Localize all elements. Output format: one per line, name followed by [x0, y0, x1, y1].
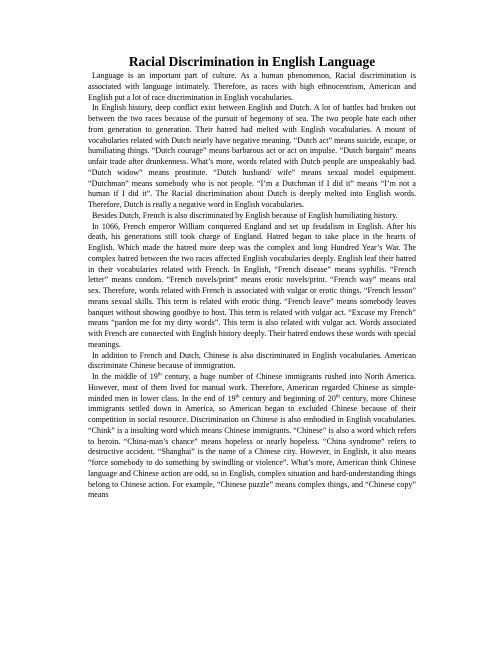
ordinal-suffix: th	[235, 393, 240, 399]
paragraph: In addition to French and Dutch, Chinese is also discriminated in English vocabularies. American discriminate Chinese because of immigration.	[88, 350, 416, 371]
ordinal-suffix: th	[335, 393, 340, 399]
paragraph: In the middle of 19th century, a huge number of Chinese immigrants rushed into North America. However, most of them lived for manual work. Therefore, American regarded Chinese as simple-minded men in lower class. In the end of 19th century and beginning of 20th century, more Chinese immigrants settled down in America, so American began to excluded Chinese because of their competition in social resource. Discrimination on Chinese is also embodied in English vocabularies. “Chink” is a insulting word which means Chinese immigrants. “Chinese” is also a word which refers to heroin. “China-man’s chance” means hopeless or nearly hopeless. “China syndrome” refers to destructive accident. “Shanghai” is the name of a Chinese city. However, in English, it also means “force somebody to do something by swindling or violence”. What’s more, American think Chinese language and Chinese action are odd, so in English, complex situation and hard-understanding things belong to Chinese action. For example, “Chinese puzzle” means complex things, and “Chinese copy” means	[88, 372, 416, 500]
document-title: Racial Discrimination in English Language	[128, 54, 376, 69]
paragraph: In 1066, French emperor William conquered England and set up feudalism in English. After his death, his generations still took charge of England. Hatred began to take place in the hearts of English. Which made the hatred more deep was the complex and long Hundred Year’s War. The complex hatred between the two races affected English vocabularies deeply. English leaf their hatred in their vocabularies related with French. In English, “French disease” means syphilis. “French letter” means condom. “French novels/print” means erotic novels/print. “French way” means oral sex. Therefore, words related with French is associated with vulgar or erotic things. “French lesson” means sexual skills. This term is related with erotic thing. “French leave” means somebody leaves banquet without showing goodbye to host. This term is related with vulgar act. “Excuse my French” means “pardon me for my dirty words”. This term is also related with vulgar act. Words associated with French are connected with English history deeply. Their hatred endows these words with special meanings.	[88, 221, 416, 349]
ordinal-suffix: th	[157, 372, 162, 378]
document-page	[88, 54, 416, 501]
paragraph: In English history, deep conflict exist between English and Dutch. A lot of battles had broken out between the two races because of the pursuit of hegemony of sea. The two people hate each other from generation to generation. Their hatred had melted with English vocabularies. A mount of vocabularies related with Dutch nearly have negative meaning. “Dutch act” means suicide, escape, or humiliating things. “Dutch courage” means barbarous act or act on impulse. “Dutch bargain” means unfair trade after drunkenness. What’s more, words related with Dutch people are unspeakably bad. “Dutch widow” means prostitute. “Dutch husband/ wife” means sexual model equipment. “Dutchman” means somebody who is not people. “I’m a Dutchman if I did it” means “I’m not a human if I did it”. The Racial discrimination about Dutch is deeply melted into English words. Therefore, Dutch is really a negative word in English vocabularies.	[88, 103, 416, 209]
document-body	[88, 71, 416, 501]
paragraph: Besides Dutch, French is also discriminated by English because of English humiliating history.	[92, 210, 398, 220]
paragraph: Language is an important part of culture. As a human phenomenon, Racial discrimination is associated with language intimately. Therefore, as races with high ethnocentrism, American and English put a lot of race discrimination in English vocabularies.	[88, 71, 416, 102]
